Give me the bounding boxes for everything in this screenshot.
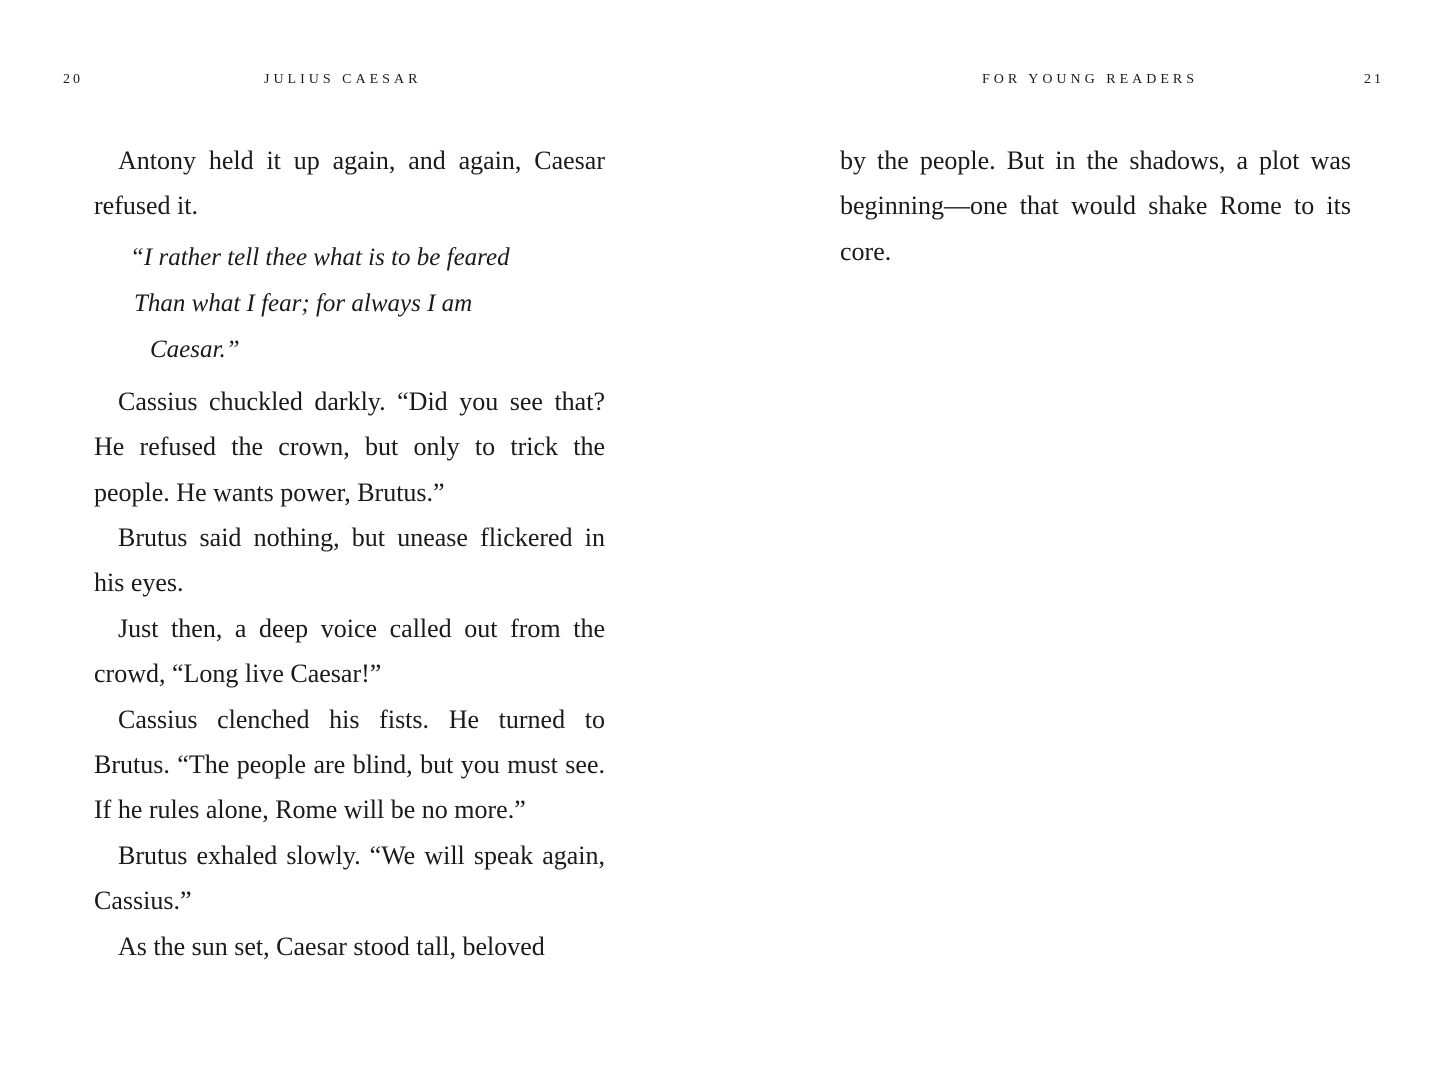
paragraph: Just then, a deep voice called out from the crowd, “Long live Caesar!” (94, 613, 605, 689)
paragraph: Cassius clenched his fists. He turned to Brutus. “The people are blind, but you must see. If he rules alone, Rome will be no more.” (94, 704, 605, 825)
right-page-body (840, 138, 1351, 274)
left-page-body (94, 138, 605, 969)
paragraph: Brutus said nothing, but unease flickered in his eyes. (94, 523, 605, 598)
paragraph-continues: As the sun set, Caesar stood tall, beloved (118, 931, 545, 961)
paragraph-continued: by the people. But in the shadows, a plot was beginning—one that would shake Rome to its core. (840, 146, 1351, 266)
verse-line: Than what I fear; for always I am (134, 289, 473, 317)
paragraph: Cassius chuckled darkly. “Did you see that? He refused the crown, but only to trick the people. He wants power, Brutus.” (94, 386, 605, 507)
paragraph: Antony held it up again, and again, Caesar refused it. (94, 146, 605, 221)
running-head-book-title: JULIUS CAESAR (264, 72, 422, 87)
right-page (722, 0, 1445, 1068)
page-number-left: 20 (63, 72, 83, 87)
verse-line: “I rather tell thee what is to be feared (130, 243, 510, 271)
page-number-right: 21 (1364, 72, 1384, 87)
running-head-subtitle: FOR YOUNG READERS (982, 72, 1199, 87)
verse-quotation (132, 235, 605, 373)
left-page (0, 0, 722, 1068)
verse-line: Caesar.” (150, 335, 240, 363)
paragraph: Brutus exhaled slowly. “We will speak again, Cassius.” (94, 840, 605, 916)
